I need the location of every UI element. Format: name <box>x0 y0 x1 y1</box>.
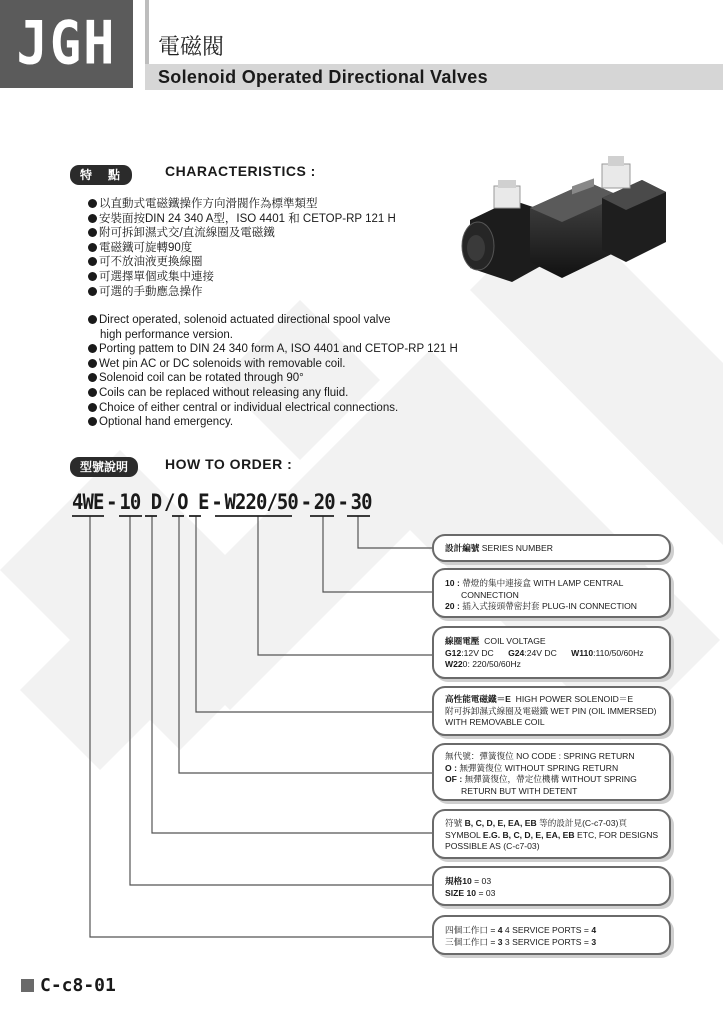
coil-voltage-box: 線圈電壓 COIL VOLTAGE G12:12V DC G24:24V DC W110:110/50/60Hz W220: 220/50/60Hz <box>432 626 671 679</box>
list-item: 可不放油液更換線圈 <box>88 255 396 270</box>
list-item: 可選擇單個或集中連接 <box>88 270 396 285</box>
brand-logo: JGH <box>16 9 117 79</box>
list-item: Coils can be replaced without releasing any fluid. <box>88 386 458 401</box>
page-title-en: Solenoid Operated Directional Valves <box>158 67 488 87</box>
symbol-box: 符號 B, C, D, E, EA, EB 等的設計見(C-c7-03)頁 SYMBOL E.G. B, C, D, E, EA, EB ETC, FOR DESIGNS POSSIBLE AS (C-c7-03) <box>432 809 671 859</box>
code-sep: - <box>337 490 348 514</box>
footer-square-icon <box>21 979 34 992</box>
code-sep: - <box>211 490 222 514</box>
list-item-continuation: high performance version. <box>100 328 233 341</box>
list-item: Direct operated, solenoid actuated directional spool valve <box>88 313 458 328</box>
code-sep: / <box>163 490 175 514</box>
solenoid-box: 高性能電磁鐵＝E HIGH POWER SOLENOID＝E 附可拆卸濕式線圈及電磁鐵 WET PIN (OIL IMMERSED) WITH REMOVABLE COIL <box>432 686 671 736</box>
spring-return-box: 無代號：彈簧復位 NO CODE : SPRING RETURN O : 無彈簧復位 WITHOUT SPRING RETURN OF : 無彈簧復位，帶定位機構 WITHOUT SPRING RETURN BUT WITH DETENT <box>432 743 671 801</box>
list-item: 安裝面按DIN 24 340 A型，ISO 4401 和 CETOP-RP 121 H <box>88 212 396 227</box>
code-series: 30 <box>350 490 372 514</box>
characteristics-badge: 特 點 <box>70 165 132 185</box>
list-item: Choice of either central or individual electrical connections. <box>88 401 458 416</box>
list-item: Wet pin AC or DC solenoids with removable coil. <box>88 357 458 372</box>
code-symbol: D <box>150 490 162 514</box>
code-sep: - <box>106 490 117 514</box>
code-solenoid: E <box>198 490 209 514</box>
service-ports-box: 四個工作口 = 4 4 SERVICE PORTS = 4 三個工作口 = 3 3 SERVICE PORTS = 3 <box>432 915 671 955</box>
code-spring: O <box>177 490 188 514</box>
code-connection: 20 <box>313 490 335 514</box>
list-item: Solenoid coil can be rotated through 90° <box>88 371 458 386</box>
list-item: 電磁鐵可旋轉90度 <box>88 241 396 256</box>
list-item: 可選的手動應急操作 <box>88 285 396 300</box>
list-item: Porting pattem to DIN 24 340 form A, ISO 4401 and CETOP-RP 121 H <box>88 342 458 357</box>
list-item: 附可拆卸濕式交/直流線圈及電磁鐵 <box>88 226 396 241</box>
code-sep: - <box>300 490 312 514</box>
characteristics-title: CHARACTERISTICS : <box>165 163 316 179</box>
size-box: 規格10 = 03 SIZE 10 = 03 <box>432 866 671 906</box>
series-number-box: 設計編號 SERIES NUMBER <box>432 534 671 562</box>
code-type: 4WE <box>72 490 104 514</box>
list-item: Optional hand emergency. <box>88 415 458 430</box>
how-to-order-badge: 型號說明 <box>70 457 138 477</box>
page-number: C-c8-01 <box>40 975 116 996</box>
list-item: 以直動式電磁鐵操作方向滑閥作為標準類型 <box>88 197 396 212</box>
connection-box: 10 : 帶燈的集中連接盒 WITH LAMP CENTRAL CONNECTION 20 : 插入式接頭帶密封套 PLUG-IN CONNECTION <box>432 568 671 618</box>
code-voltage: W220/50 <box>224 490 298 514</box>
how-to-order-title: HOW TO ORDER : <box>165 456 293 472</box>
code-size: 10 <box>119 490 141 514</box>
page-title-zh: 電磁閥 <box>158 35 225 60</box>
